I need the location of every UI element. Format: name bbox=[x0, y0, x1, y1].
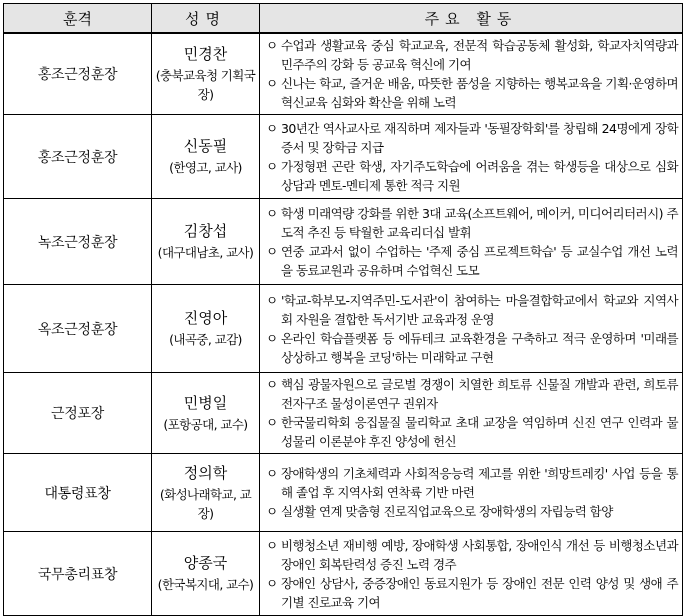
person-affiliation: (내곡중, 교감) bbox=[169, 332, 242, 347]
bullet-icon: ㅇ bbox=[266, 415, 278, 430]
person-cell bbox=[152, 199, 260, 285]
person-affiliation: (한국복지대, 교수) bbox=[157, 577, 254, 592]
person-cell bbox=[152, 33, 260, 115]
person-affiliation: (대구대남초, 교사) bbox=[157, 245, 254, 260]
activity-list bbox=[266, 119, 678, 195]
bullet-icon: ㅇ bbox=[266, 76, 278, 91]
bullet-icon: ㅇ bbox=[266, 377, 278, 392]
activity-text: 학생 미래역량 강화를 위한 3대 교육(소프트웨어, 메이커, 미디어리터러시) 주도적 추진 등 탁월한 교육리더십 발휘 bbox=[281, 205, 678, 240]
person-name: 진영아 bbox=[183, 309, 228, 327]
person-name: 민경찬 bbox=[183, 45, 228, 63]
activities-cell bbox=[260, 199, 683, 285]
header-name: 성명 bbox=[152, 4, 260, 34]
activity-list bbox=[266, 204, 678, 280]
activity-item bbox=[266, 242, 678, 280]
person-name: 민병일 bbox=[183, 393, 228, 412]
bullet-icon: ㅇ bbox=[266, 120, 278, 136]
activity-item bbox=[266, 536, 678, 574]
activities-cell bbox=[260, 373, 683, 454]
activities-cell bbox=[260, 285, 683, 373]
activity-list bbox=[266, 536, 678, 612]
activity-item bbox=[266, 375, 678, 413]
person-name: 양종국 bbox=[183, 554, 228, 572]
activity-text: 신나는 학교, 즐거운 배움, 따뜻한 품성을 지향하는 행복교육을 기획·운영하며 혁신교육 심화와 확산을 위해 노력 bbox=[281, 76, 678, 110]
activity-text: 비행청소년 재비행 예방, 장애학생 사회통합, 장애인식 개선 등 비행청소년과 장애인 회복탄력성 증진 노력 경주 bbox=[281, 537, 678, 572]
award-cell: 근정포장 bbox=[4, 373, 152, 454]
activity-item bbox=[266, 74, 678, 112]
activity-list bbox=[266, 464, 678, 521]
person-cell bbox=[152, 115, 260, 199]
activity-item bbox=[266, 291, 678, 329]
award-cell: 옥조근정훈장 bbox=[4, 285, 152, 373]
activity-item bbox=[266, 204, 678, 242]
bullet-icon: ㅇ bbox=[266, 158, 278, 174]
table-row bbox=[4, 373, 683, 454]
activity-list bbox=[266, 291, 678, 367]
activity-item bbox=[266, 464, 678, 502]
activity-text: '학교-학부모-지역주민-도서관'이 참여하는 마을결합학교에서 학교와 지역사회 자원을 결합한 독서기반 교육과정 운영 bbox=[281, 292, 678, 327]
bullet-icon: ㅇ bbox=[266, 504, 278, 519]
activities-cell bbox=[260, 115, 683, 199]
bullet-icon: ㅇ bbox=[266, 330, 278, 346]
activity-text: 장애학생의 기초체력과 사회적응능력 제고를 위한 '희망트레킹' 사업 등을 통해 졸업 후 지역사회 연착륙 기반 마련 bbox=[281, 466, 678, 500]
activities-cell bbox=[260, 454, 683, 532]
activity-text: 장애인 상담사, 중증장애인 동료지원가 등 장애인 전문 인력 양성 및 생애 주기별 진로교육 기여 bbox=[281, 575, 678, 610]
activity-item bbox=[266, 119, 678, 157]
activity-item bbox=[266, 329, 678, 367]
award-cell: 홍조근정훈장 bbox=[4, 33, 152, 115]
activities-cell bbox=[260, 33, 683, 115]
bullet-icon: ㅇ bbox=[266, 575, 278, 591]
table-header bbox=[4, 4, 683, 34]
person-affiliation: (한영고, 교사) bbox=[169, 160, 242, 175]
table-row bbox=[4, 199, 683, 285]
activity-text: 실생활 연계 맞춤형 진로직업교육으로 장애학생의 자립능력 함양 bbox=[281, 504, 613, 519]
bullet-icon: ㅇ bbox=[266, 243, 278, 259]
award-cell: 홍조근정훈장 bbox=[4, 115, 152, 199]
person-name: 정의학 bbox=[183, 463, 228, 482]
activity-list bbox=[266, 375, 678, 451]
awards-table bbox=[3, 3, 683, 616]
activity-item bbox=[266, 36, 678, 74]
header-award: 훈격 bbox=[4, 4, 152, 34]
table-row bbox=[4, 115, 683, 199]
activity-text: 가정형편 곤란 학생, 자기주도학습에 어려움을 겪는 학생등을 대상으로 심화상담과 멘토-멘티제 통한 적극 지원 bbox=[281, 158, 678, 193]
activity-item bbox=[266, 157, 678, 195]
person-affiliation: (충북교육청 기획국장) bbox=[155, 68, 256, 102]
person-name: 김창섭 bbox=[183, 222, 228, 240]
table-row bbox=[4, 285, 683, 373]
person-affiliation: (포항공대, 교수) bbox=[163, 416, 248, 432]
table-row bbox=[4, 33, 683, 115]
bullet-icon: ㅇ bbox=[266, 537, 278, 553]
person-cell bbox=[152, 285, 260, 373]
bullet-icon: ㅇ bbox=[266, 205, 278, 221]
award-cell: 국무총리표창 bbox=[4, 532, 152, 616]
table-row bbox=[4, 532, 683, 616]
activity-text: 온라인 학습플랫폼 등 에듀테크 교육환경을 구축하고 적극 운영하며 '미래를 상상하고 행복을 코딩'하는 미래학교 구현 bbox=[281, 330, 678, 365]
activity-text: 수업과 생활교육 중심 학교교육, 전문적 학습공동체 활성화, 학교자치역량과 민주주의 강화 등 공교육 혁신에 기여 bbox=[281, 38, 678, 72]
header-activities: 주요 활동 bbox=[260, 4, 683, 34]
bullet-icon: ㅇ bbox=[266, 466, 278, 481]
activity-text: 연중 교과서 없이 수업하는 '주제 중심 프로젝트학습' 등 교실수업 개선 노력을 동료교원과 공유하며 수업혁신 도모 bbox=[281, 243, 678, 278]
activity-list bbox=[266, 36, 678, 112]
bullet-icon: ㅇ bbox=[266, 38, 278, 53]
person-name: 신동필 bbox=[183, 137, 228, 155]
person-cell bbox=[152, 454, 260, 532]
activity-text: 30년간 역사교사로 재직하며 제자들과 '동필장학회'를 창립해 24명에게 장학증서 및 장학금 지급 bbox=[281, 120, 678, 155]
activities-cell bbox=[260, 532, 683, 616]
person-cell bbox=[152, 532, 260, 616]
bullet-icon: ㅇ bbox=[266, 292, 278, 308]
person-affiliation: (화성나래학교, 교장) bbox=[159, 486, 252, 521]
award-cell: 녹조근정훈장 bbox=[4, 199, 152, 285]
award-cell: 대통령표창 bbox=[4, 454, 152, 532]
activity-item bbox=[266, 502, 678, 521]
table-row bbox=[4, 454, 683, 532]
activity-text: 한국물리학회 응집물질 물리학교 초대 교장을 역임하며 신진 연구 인력과 물성물리 이론분야 후진 양성에 헌신 bbox=[281, 415, 678, 449]
person-cell bbox=[152, 373, 260, 454]
activity-item bbox=[266, 413, 678, 451]
activity-text: 핵심 광물자원으로 글로벌 경쟁이 치열한 희토류 신물질 개발과 관련, 희토류 전자구조 물성이론연구 권위자 bbox=[281, 377, 678, 411]
table-body bbox=[4, 33, 683, 616]
